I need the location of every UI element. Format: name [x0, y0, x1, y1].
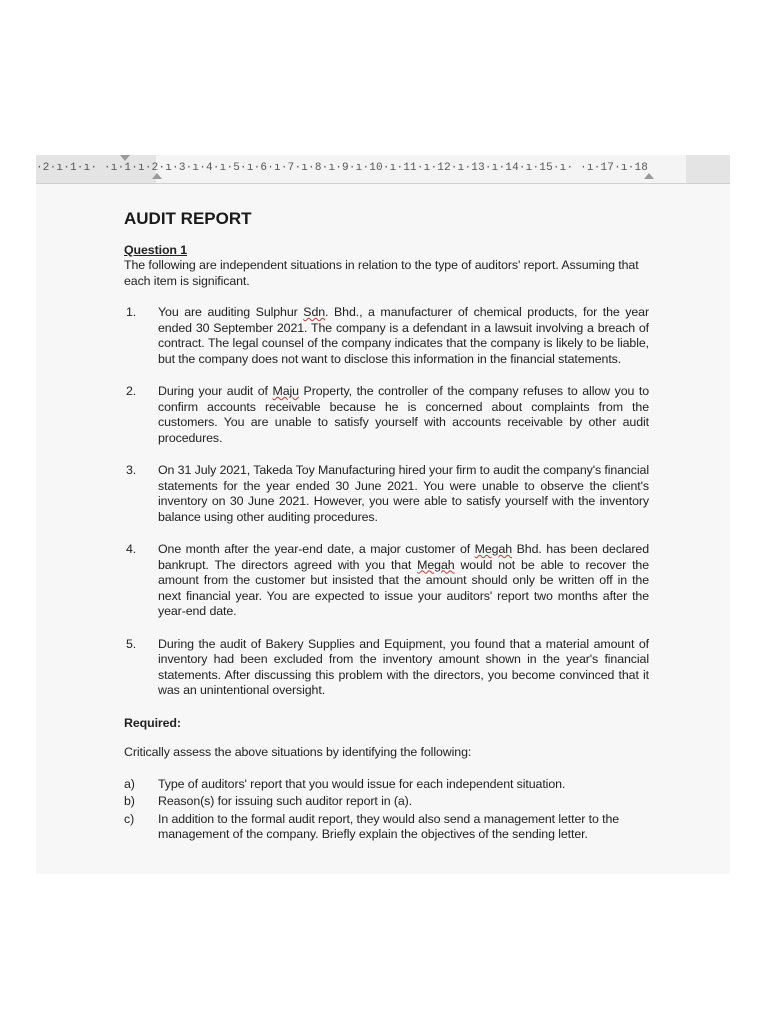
sub-item-label: a) — [124, 776, 135, 791]
first-line-indent-marker[interactable] — [120, 155, 130, 161]
list-item: b) Reason(s) for issuing such auditor report in (a). — [124, 794, 413, 808]
horizontal-ruler[interactable] — [36, 155, 730, 184]
spelling-flagged-word[interactable]: Maju — [272, 384, 299, 398]
question-intro: The following are independent situations in relation to the type of auditors' report. Assuming that each item is significant. — [124, 258, 639, 288]
situation-list — [124, 305, 649, 699]
required-label: Required: — [124, 715, 181, 730]
spelling-flagged-word[interactable]: Megah — [417, 557, 455, 572]
spelling-flagged-word[interactable]: Sdn — [303, 305, 326, 319]
list-item: 4. One month after the year-end date, a major customer of Megah Bhd. has been declared bankrupt. The directors agreed with you that Megah would not be able to recover the amount from the customer but insisted that the amount should only be written off in the next financial year. You are expected to issue your auditors' report two months after the year-end date. — [126, 542, 649, 618]
right-indent-marker[interactable] — [644, 173, 654, 179]
sub-item-label: c) — [124, 811, 135, 826]
document-title: AUDIT REPORT — [124, 209, 252, 228]
hanging-indent-marker[interactable] — [152, 173, 162, 179]
list-item: 3. On 31 July 2021, Takeda Toy Manufacturing hired your firm to audit the company's financial statements for the year ended 30 June 2021. You were unable to observe the client's inventory on 30 June 2021. However, you were able to satisfy yourself with the inventory balance using other auditing procedures. — [126, 463, 649, 524]
item-number: 5. — [126, 636, 137, 651]
requirement-list — [124, 777, 649, 843]
item-number: 4. — [126, 542, 137, 556]
assess-instruction: Critically assess the above situations by identifying the following: — [124, 745, 472, 759]
list-item: 1. You are auditing Sulphur Sdn. Bhd., a manufacturer of chemical products, for the year ended 30 September 2021. The company is a defendant in a lawsuit involving a breach of contract. The legal counsel of the company indicates that the company is likely to be liable, but the company does not want to disclose this information in the financial statements. — [126, 305, 649, 366]
item-number: 2. — [126, 384, 137, 398]
item-number: 3. — [126, 463, 137, 477]
question-heading: Question 1 — [124, 242, 188, 257]
spelling-flagged-word[interactable]: Megah — [474, 542, 513, 556]
list-item: 2. During your audit of Maju Property, the controller of the company refuses to allow you to confirm accounts receivable because he is concerned about complaints from the customers. You are unable to satisfy yourself with accounts receivable by other audit procedures. — [126, 384, 649, 445]
sub-item-label: b) — [124, 794, 135, 808]
document-body — [124, 211, 649, 845]
item-number: 1. — [126, 305, 137, 319]
ruler-ticks: ·2·ı·1·ı· ·ı·1·ı·2·ı·3·ı·4·ı·5·ı·6·ı·7·ı·8·ı·9·ı·10·ı·11·ı·12·ı·13·ı·14·ı·15·ı· ·ı·17·ı·18 — [36, 162, 649, 174]
list-item: 5. During the audit of Bakery Supplies and Equipment, you found that a material amount of inventory had been excluded from the inventory amount shown in the year's financial statements. After discussing this problem with the directors, you become convinced that it was an unintentional oversight. — [126, 636, 649, 697]
list-item: a) Type of auditors' report that you would issue for each independent situation. — [124, 776, 566, 791]
list-item: c) In addition to the formal audit report, they would also send a management letter to the management of the company. Briefly explain the objectives of the sending letter. — [124, 811, 620, 841]
